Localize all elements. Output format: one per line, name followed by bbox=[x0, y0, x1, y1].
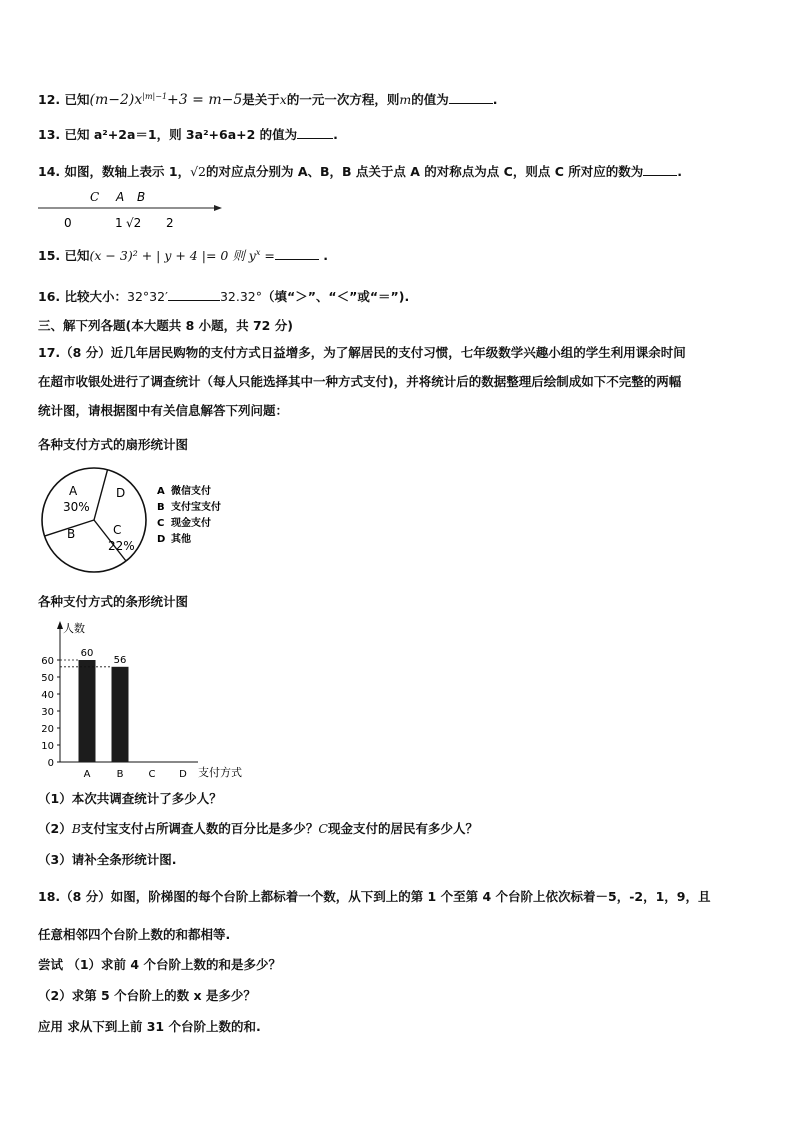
q12-mid: 是关于 bbox=[242, 92, 280, 108]
q13-number: 13. bbox=[38, 127, 61, 142]
q13-dot: . bbox=[333, 127, 338, 142]
pie-slice-label-d: D bbox=[116, 486, 126, 500]
tick-label-2: 2 bbox=[166, 216, 174, 230]
answer-blank-12 bbox=[449, 90, 493, 104]
q18-line-1: 18.（8 分）如图，阶梯图的每个台阶上都标着一个数，从下到上的第 1 个至第 4 个台阶上依次标着－5，-2，1，9，且 bbox=[38, 889, 711, 904]
answer-blank-14 bbox=[643, 162, 677, 176]
q17-sub-2-text-2: 现金支付的居民有多少人？ bbox=[327, 821, 478, 836]
legend-label-b: 支付宝支付 bbox=[171, 502, 221, 513]
legend-label-d: 其他 bbox=[171, 534, 191, 545]
q17-line-2: 在超市收银处进行了调查统计（每人只能选择其中一种方式支付)，并将统计后的数据整理后绘制成如下不完整的两幅 bbox=[38, 374, 682, 389]
pie-slice-label-b: B bbox=[67, 527, 76, 541]
x-tick-label-a: A bbox=[83, 769, 91, 780]
bar-chart-title: 各种支付方式的条形统计图 bbox=[38, 594, 189, 609]
q14-number: 14. bbox=[38, 164, 61, 179]
bar-x-axis-label: 支付方式 bbox=[198, 766, 242, 779]
answer-blank-16 bbox=[168, 287, 220, 301]
q15-pre: 已知 bbox=[64, 248, 90, 264]
q12-pre: 已知 bbox=[64, 92, 90, 108]
tick-label-0: 0 bbox=[64, 216, 72, 230]
q18-line-2: 任意相邻四个台阶上数的和都相等. bbox=[38, 927, 231, 942]
question-15 bbox=[38, 244, 328, 265]
y-tick-label-30: 30 bbox=[41, 707, 54, 718]
question-12 bbox=[38, 88, 497, 109]
number-line-arrow-icon bbox=[214, 205, 222, 211]
pie-slice-label-a: A bbox=[69, 484, 78, 498]
legend-key-c: C bbox=[157, 518, 165, 529]
legend-key-b: B bbox=[157, 502, 165, 513]
x-tick-label-b: B bbox=[116, 769, 124, 780]
number-line-figure bbox=[36, 186, 236, 232]
x-tick-label-c: C bbox=[148, 769, 156, 780]
q12-formula-tail: +3 = m−5 bbox=[167, 92, 243, 109]
x-tick-label-d: D bbox=[179, 769, 187, 780]
y-tick-label-50: 50 bbox=[41, 673, 54, 684]
q18-line-5: 应用 求从下到上前 31 个台阶上数的和. bbox=[38, 1019, 261, 1034]
pie-slice-label-c: C bbox=[113, 523, 122, 537]
bar-b bbox=[112, 667, 129, 762]
q16-number: 16. bbox=[38, 289, 61, 304]
q16-left-value: 32°32′ bbox=[127, 289, 168, 304]
y-tick-label-40: 40 bbox=[41, 690, 54, 701]
bar-data-label-a: 60 bbox=[80, 648, 94, 659]
pie-percent-c: 22% bbox=[108, 539, 135, 553]
bar-marks bbox=[60, 648, 187, 780]
q16-tail: （填“＞”、“＜”或“＝”). bbox=[261, 289, 410, 304]
question-16 bbox=[38, 287, 409, 306]
pie-percent-a: 30% bbox=[63, 500, 90, 514]
q18-line-3: 尝试 （1）求前 4 个台阶上数的和是多少？ bbox=[38, 957, 281, 972]
question-14 bbox=[38, 162, 682, 181]
y-tick-label-0: 0 bbox=[47, 758, 54, 769]
q12-exponent: |m|−1 bbox=[142, 92, 168, 101]
q17-sub-2-text-1: 支付宝支付占所调查人数的百分比是多少？ bbox=[80, 821, 319, 836]
pie-divider-a bbox=[94, 470, 108, 520]
q12-end: 的值为 bbox=[411, 92, 449, 108]
q17-line-1: 17.（8 分）近几年居民购物的支付方式日益增多，为了解居民的支付习惯，七年级数学兴趣小组的学生利用课余时间 bbox=[38, 345, 686, 360]
q12-number: 12. bbox=[38, 92, 61, 108]
pie-chart-title: 各种支付方式的扇形统计图 bbox=[38, 437, 189, 452]
bar-data-label-b: 56 bbox=[113, 654, 127, 666]
q16-right-value: 32.32° bbox=[219, 289, 262, 304]
bar-a bbox=[79, 660, 96, 762]
legend-key-d: D bbox=[157, 534, 166, 545]
q15-number: 15. bbox=[38, 248, 61, 264]
bar-y-axis-label: 人数 bbox=[63, 622, 85, 635]
question-13 bbox=[38, 125, 338, 144]
legend-label-c: 现金支付 bbox=[171, 518, 211, 529]
q12-mid2: 的一元一次方程，则 bbox=[286, 92, 400, 108]
q12-var-x: x bbox=[279, 92, 287, 108]
point-label-b: B bbox=[137, 190, 146, 204]
q16-pre: 比较大小： bbox=[64, 289, 128, 304]
point-label-c: C bbox=[90, 190, 100, 204]
q12-var-m: m bbox=[399, 92, 412, 108]
bar-chart bbox=[30, 618, 260, 783]
q17-sub-2-number: （2） bbox=[38, 821, 72, 836]
tick-label-1: 1 bbox=[115, 216, 123, 230]
legend-key-a: A bbox=[157, 486, 165, 497]
q15-dot: . bbox=[323, 248, 328, 264]
answer-blank-15 bbox=[275, 246, 319, 260]
q15-exponent: x bbox=[255, 248, 261, 257]
y-tick-label-20: 20 bbox=[41, 724, 54, 735]
q12-formula: (m−2)x bbox=[89, 92, 143, 109]
q17-sub-2 bbox=[38, 820, 478, 838]
q18-line-4: （2）求第 5 个台阶上的数 x 是多少？ bbox=[38, 988, 256, 1003]
q14-dot: . bbox=[677, 164, 682, 179]
q13-text: 已知 a²+2a＝1，则 3a²+6a+2 的值为 bbox=[64, 127, 298, 142]
q17-line-3: 统计图，请根据图中有关信息解答下列问题： bbox=[38, 403, 289, 418]
section-3-heading: 三、解下列各题(本大题共 8 小题，共 72 分) bbox=[38, 318, 293, 333]
tick-label-sqrt2: √2 bbox=[126, 216, 142, 230]
pie-slices bbox=[42, 468, 146, 572]
q14-text: 的对应点分别为 A、B，B 点关于点 A 的对称点为点 C，则点 C 所对应的数为 bbox=[206, 164, 644, 179]
legend-label-a: 微信支付 bbox=[171, 486, 211, 497]
q17-sub-2-var-b: B bbox=[71, 821, 81, 836]
q12-dot: . bbox=[492, 92, 498, 108]
q17-sub-1: （1）本次共调查统计了多少人？ bbox=[38, 791, 222, 806]
bar-y-ticks bbox=[41, 656, 60, 769]
y-tick-label-10: 10 bbox=[41, 741, 54, 752]
q17-sub-3: （3）请补全条形统计图. bbox=[38, 852, 177, 867]
q17-sub-2-var-c: C bbox=[318, 821, 328, 836]
y-tick-label-60: 60 bbox=[41, 656, 54, 667]
pie-chart bbox=[36, 466, 256, 586]
q15-formula: (x − 3)² + | y + 4 |= 0 则 y bbox=[89, 248, 256, 264]
q15-eq: = bbox=[260, 248, 275, 264]
q14-pre: 如图，数轴上表示 1， bbox=[64, 164, 191, 179]
answer-blank-13 bbox=[297, 125, 333, 139]
q14-sqrt: √2 bbox=[190, 164, 206, 179]
point-label-a: A bbox=[116, 190, 125, 204]
